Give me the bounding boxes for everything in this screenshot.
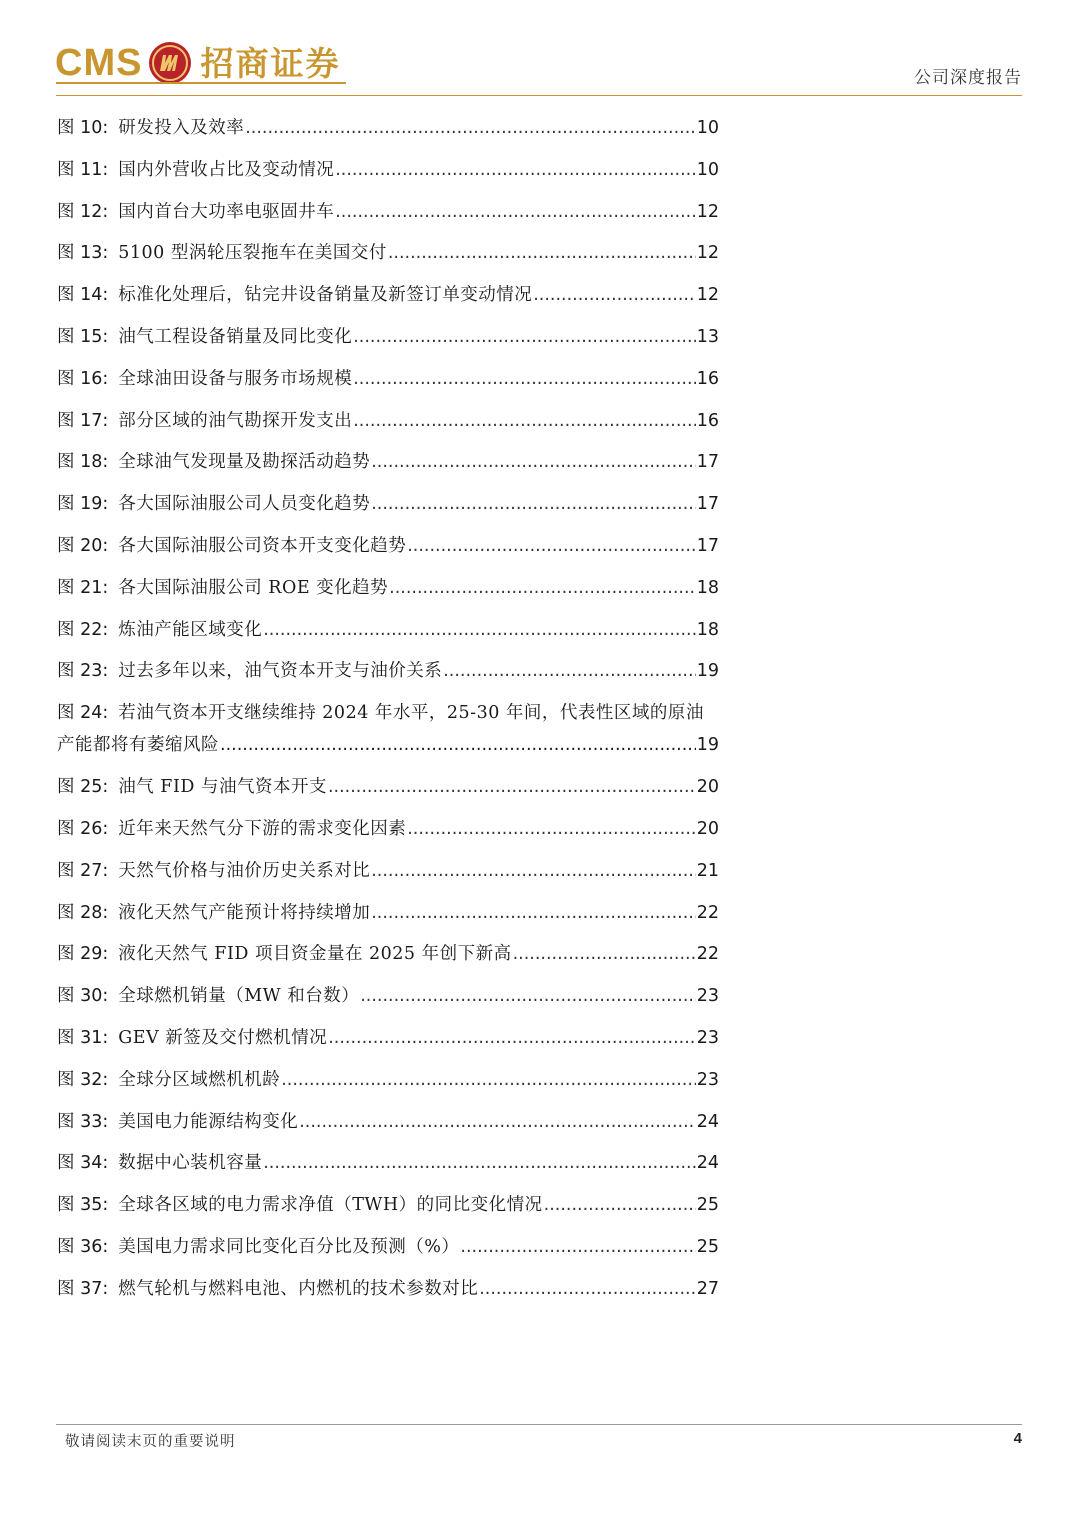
figure-page-number: 25	[696, 1195, 719, 1216]
figure-title: GEV 新签及交付燃机情况	[118, 1027, 328, 1048]
page-number: 4	[1013, 1430, 1022, 1447]
leader-dots	[389, 568, 696, 610]
logo-text: CMS	[55, 42, 143, 84]
leader-dots	[371, 851, 695, 893]
figure-page-number: 27	[696, 1278, 719, 1299]
figure-title: 数据中心装机容量	[118, 1153, 263, 1174]
leader-dots	[299, 1102, 695, 1144]
toc-entry[interactable]	[57, 851, 719, 893]
figure-page-number: 12	[696, 201, 719, 222]
figure-page-number: 20	[696, 777, 719, 798]
toc-entry[interactable]	[57, 1060, 719, 1102]
figure-title: 各大国际油服公司 ROE 变化趋势	[118, 577, 389, 598]
leader-dots	[513, 934, 696, 976]
toc-entry[interactable]	[57, 1143, 719, 1185]
leader-dots	[353, 359, 695, 401]
figure-page-number: 25	[696, 1236, 719, 1257]
toc-entry[interactable]	[57, 767, 719, 809]
figure-title: 油气 FID 与油气资本开支	[118, 777, 327, 798]
figure-page-number: 22	[696, 944, 719, 965]
toc-entry[interactable]	[57, 484, 719, 526]
leader-dots	[460, 1227, 695, 1269]
figure-page-number: 12	[696, 243, 719, 264]
toc-entry[interactable]	[57, 401, 719, 443]
figure-number: 图 30:	[57, 986, 109, 1007]
figure-page-number: 23	[696, 1069, 719, 1090]
figure-title: 各大国际油服公司人员变化趋势	[118, 494, 371, 515]
figure-title: 过去多年以来，油气资本开支与油价关系	[118, 661, 443, 682]
toc-entry[interactable]	[57, 150, 719, 192]
figure-number: 图 12:	[57, 201, 109, 222]
figure-number: 图 23:	[57, 661, 109, 682]
leader-dots	[479, 1269, 695, 1311]
leader-dots	[371, 442, 695, 484]
figure-page-number: 23	[696, 1027, 719, 1048]
figure-title: 若油气资本开支继续维持 2024 年水平，25-30 年间，代表性区域的原油	[118, 703, 704, 724]
toc-entry[interactable]	[57, 568, 719, 610]
toc-entry[interactable]	[57, 651, 719, 693]
figure-number: 图 34:	[57, 1153, 109, 1174]
toc-entry[interactable]	[57, 610, 719, 652]
figure-number: 图 27:	[57, 860, 109, 881]
figure-number: 图 32:	[57, 1069, 109, 1090]
leader-dots	[371, 893, 695, 935]
figure-page-number: 16	[696, 368, 719, 389]
figure-number: 图 35:	[57, 1195, 109, 1216]
leader-dots	[353, 317, 695, 359]
toc-entry[interactable]	[57, 233, 719, 275]
figure-page-number: 19	[696, 661, 719, 682]
header-divider	[56, 95, 1022, 96]
figure-title: 近年来天然气分下游的需求变化因素	[118, 818, 407, 839]
leader-dots	[335, 192, 695, 234]
figure-page-number: 21	[696, 860, 719, 881]
toc-entry[interactable]	[57, 1185, 719, 1227]
figure-number: 图 14:	[57, 285, 109, 306]
footer-disclaimer: 敬请阅读末页的重要说明	[65, 1434, 236, 1450]
figure-title: 部分区域的油气勘探开发支出	[118, 410, 353, 431]
figure-list	[57, 108, 719, 1311]
figure-title: 美国电力需求同比变化百分比及预测（%）	[118, 1236, 460, 1257]
figure-number: 图 10:	[57, 118, 109, 138]
figure-page-number: 20	[696, 818, 719, 839]
figure-page-number: 19	[696, 735, 719, 756]
figure-number: 图 36:	[57, 1236, 109, 1257]
leader-dots	[245, 108, 695, 150]
leader-dots	[263, 1143, 695, 1185]
toc-entry[interactable]	[57, 976, 719, 1018]
toc-entry[interactable]	[57, 893, 719, 935]
toc-entry[interactable]	[57, 1018, 719, 1060]
figure-number: 图 21:	[57, 577, 109, 598]
figure-title: 全球分区域燃机机龄	[118, 1069, 281, 1090]
figure-number: 图 11:	[57, 159, 109, 180]
logo-chinese-text: 招商证券	[200, 43, 341, 83]
figure-title: 美国电力能源结构变化	[118, 1111, 299, 1132]
toc-entry[interactable]	[57, 108, 719, 150]
figure-number: 图 31:	[57, 1027, 109, 1048]
toc-entry[interactable]	[57, 697, 719, 761]
figure-page-number: 18	[696, 577, 719, 598]
leader-dots	[220, 729, 696, 761]
toc-entry[interactable]	[57, 275, 719, 317]
figure-title: 研发投入及效率	[118, 118, 245, 138]
figure-title: 全球油气发现量及勘探活动趋势	[118, 452, 371, 473]
leader-dots	[281, 1060, 695, 1102]
figure-title: 炼油产能区域变化	[118, 619, 263, 640]
figure-number: 图 17:	[57, 410, 109, 431]
figure-title: 标准化处理后，钻完井设备销量及新签订单变动情况	[118, 285, 533, 306]
figure-title: 5100 型涡轮压裂拖车在美国交付	[118, 243, 387, 264]
figure-page-number: 16	[696, 410, 719, 431]
leader-dots	[544, 1185, 696, 1227]
leader-dots	[371, 484, 695, 526]
logo-underline	[56, 82, 346, 84]
logo-emblem-icon	[148, 41, 192, 85]
leader-dots	[533, 275, 695, 317]
leader-dots	[335, 150, 695, 192]
toc-entry[interactable]	[57, 317, 719, 359]
figure-page-number: 10	[696, 159, 719, 180]
figure-number: 图 18:	[57, 452, 109, 473]
toc-entry[interactable]	[57, 526, 719, 568]
figure-number: 图 33:	[57, 1111, 109, 1132]
figure-title: 全球燃机销量（MW 和台数）	[118, 986, 360, 1007]
figure-number: 图 22:	[57, 619, 109, 640]
figure-number: 图 24:	[57, 703, 109, 724]
report-type-label: 公司深度报告	[914, 68, 1022, 88]
figure-number: 图 20:	[57, 535, 109, 556]
cms-logo	[55, 38, 340, 88]
figure-page-number: 18	[696, 619, 719, 640]
figure-number: 图 29:	[57, 944, 109, 965]
figure-number: 图 26:	[57, 818, 109, 839]
leader-dots	[388, 233, 696, 275]
figure-title: 国内首台大功率电驱固井车	[118, 201, 335, 222]
figure-title: 燃气轮机与燃料电池、内燃机的技术参数对比	[118, 1278, 479, 1299]
leader-dots	[328, 1018, 696, 1060]
leader-dots	[407, 809, 695, 851]
figure-title: 国内外营收占比及变动情况	[118, 159, 335, 180]
figure-page-number: 17	[696, 494, 719, 515]
toc-entry[interactable]	[57, 934, 719, 976]
figure-number: 图 15:	[57, 326, 109, 347]
toc-entry[interactable]	[57, 1102, 719, 1144]
figure-number: 图 13:	[57, 243, 109, 264]
figure-number: 图 16:	[57, 368, 109, 389]
toc-entry[interactable]	[57, 192, 719, 234]
figure-page-number: 17	[696, 452, 719, 473]
toc-entry[interactable]	[57, 442, 719, 484]
figure-page-number: 17	[696, 535, 719, 556]
figure-page-number: 24	[696, 1153, 719, 1174]
figure-page-number: 24	[696, 1111, 719, 1132]
figure-page-number: 10	[696, 118, 719, 138]
leader-dots	[360, 976, 696, 1018]
figure-title: 全球各区域的电力需求净值（TWH）的同比变化情况	[118, 1195, 543, 1216]
toc-entry[interactable]	[57, 359, 719, 401]
figure-page-number: 23	[696, 986, 719, 1007]
figure-title: 液化天然气产能预计将持续增加	[118, 902, 371, 923]
figure-page-number: 13	[696, 326, 719, 347]
figure-title-continued: 产能都将有萎缩风险	[57, 735, 219, 756]
toc-entry[interactable]	[57, 809, 719, 851]
toc-entry[interactable]	[57, 1227, 719, 1269]
figure-title: 天然气价格与油价历史关系对比	[118, 860, 371, 881]
toc-entry-line1	[57, 697, 719, 729]
figure-page-number: 22	[696, 902, 719, 923]
figure-title: 各大国际油服公司资本开支变化趋势	[118, 535, 407, 556]
figure-title: 液化天然气 FID 项目资金量在 2025 年创下新高	[118, 944, 512, 965]
toc-entry[interactable]	[57, 1269, 719, 1311]
leader-dots	[263, 610, 695, 652]
footer-divider	[56, 1424, 1022, 1425]
leader-dots	[443, 651, 695, 693]
leader-dots	[353, 401, 695, 443]
page-header	[0, 0, 1080, 100]
leader-dots	[407, 526, 695, 568]
figure-page-number: 12	[696, 285, 719, 306]
leader-dots	[328, 767, 696, 809]
toc-entry-line2	[57, 729, 719, 761]
figure-number: 图 25:	[57, 777, 109, 798]
figure-title: 全球油田设备与服务市场规模	[118, 368, 353, 389]
figure-title: 油气工程设备销量及同比变化	[118, 326, 353, 347]
figure-number: 图 37:	[57, 1278, 109, 1299]
figure-number: 图 19:	[57, 494, 109, 515]
figure-number: 图 28:	[57, 902, 109, 923]
